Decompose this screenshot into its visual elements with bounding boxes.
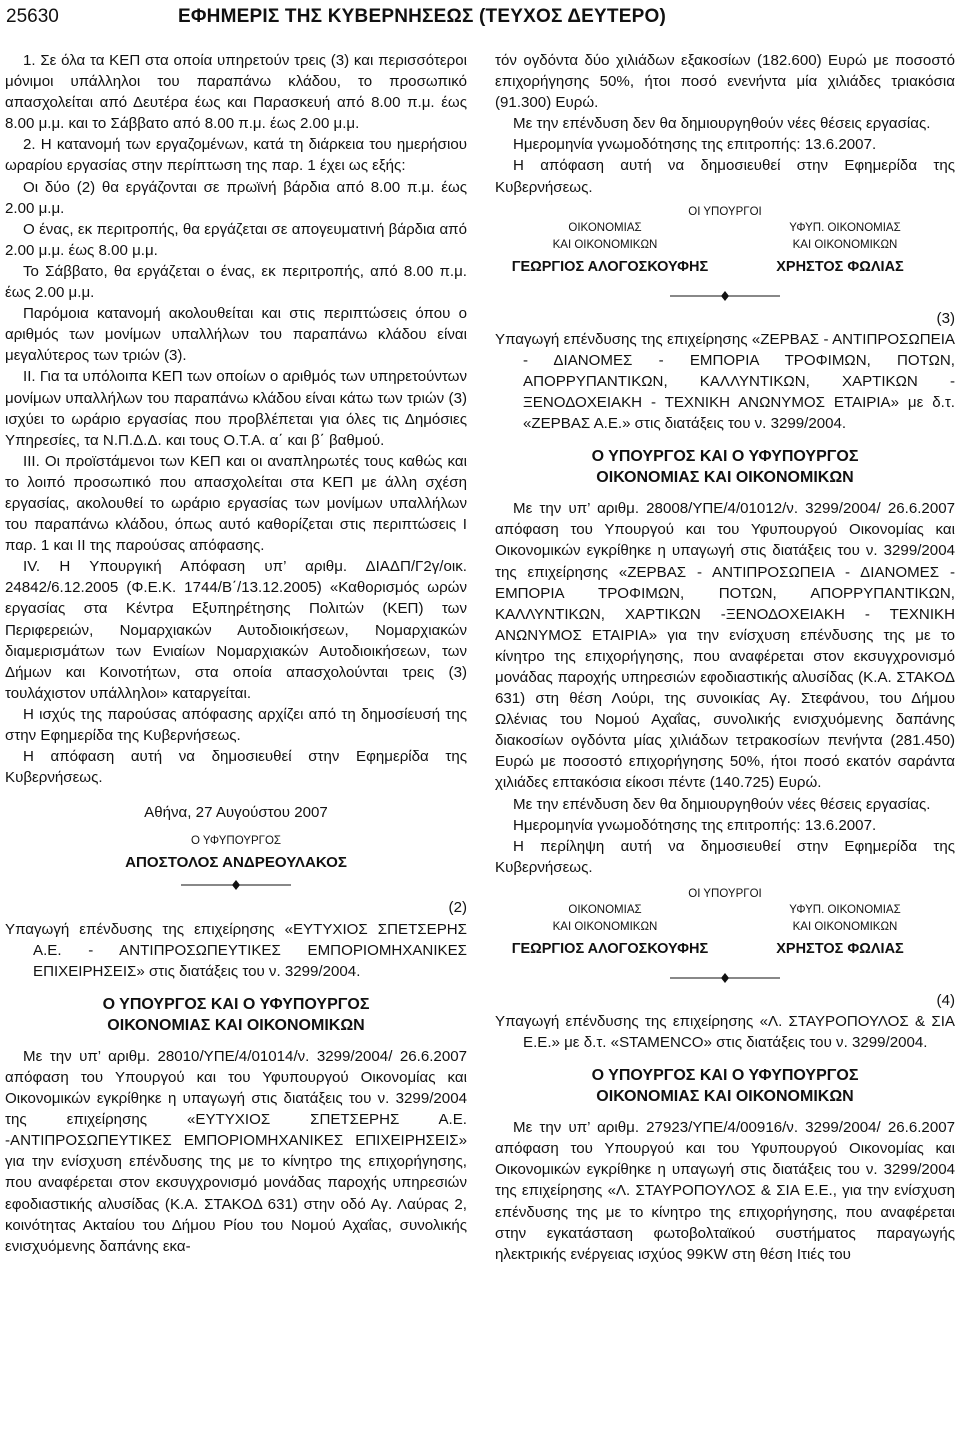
signatories-heading: ΟΙ ΥΠΟΥΡΓΟΙ xyxy=(688,205,762,218)
role-line: ΟΙΚΟΝΟΜΙΑΣ xyxy=(568,903,642,916)
role-line: ΚΑΙ ΟΙΚΟΝΟΜΙΚΩΝ xyxy=(552,238,658,251)
section-divider xyxy=(5,873,467,897)
page-number: 25630 xyxy=(6,6,59,27)
role-line: ΚΑΙ ΟΙΚΟΝΟΜΙΚΩΝ xyxy=(792,920,898,933)
role-line: ΚΑΙ ΟΙΚΟΝΟΜΙΚΩΝ xyxy=(792,238,898,251)
signatory-left-name: ΓΕΩΡΓΙΟΣ ΑΛΟΓΟΣΚΟΥΦΗΣ xyxy=(511,940,709,957)
signatory-name: ΑΠΟΣΤΟΛΟΣ ΑΝΔΡΕΟΥΛΑΚΟΣ xyxy=(125,854,347,872)
section-divider xyxy=(495,284,955,308)
decision-title: Υπαγωγή επένδυσης της επιχείρησης «ΖΕΡΒΑΣ - ΑΝΤΙΠΡΟΣΩΠΕΙΑ - ΔΙΑΝΟΜΕΣ - ΕΜΠΟΡΙΑ ΤΡΟΦΙΜΩΝ, ΠΟΤΩΝ, ΑΠΟΡΡΥΠΑΝΤΙΚΩΝ, ΚΑΛΛΥΝΤΙΚΩΝ, ΧΑΡΤΙΚΩΝ - ΞΕΝΟΔΟΧΕΙΑΚΗ - ΤΕΧΝΙΚΗ ΑΝΩΝΥΜΟΣ ΕΤΑΙΡΙΑ» με δ.τ. «ΖΕΡΒΑΣ Α.Ε.» στις διατάξεις του ν. 3299/2004. xyxy=(495,330,955,433)
decision-title: Υπαγωγή επένδυσης της επιχείρησης «ΕΥΤΥΧΙΟΣ ΣΠΕΤΣΕΡΗΣ Α.Ε. - ΑΝΤΙΠΡΟΣΩΠΕΥΤΙΚΕΣ ΕΜΠΟΡΙΟΜΗΧΑΝΙΚΕΣ ΕΠΙΧΕΙΡΗΣΕΙΣ» στις διατάξεις του ν. 3299/2004. xyxy=(5,920,467,980)
decision-body: Με την υπ’ αριθμ. 28010/ΥΠΕ/4/01014/ν. 3299/2004/ 26.6.2007 απόφαση του Υπουργού και του Υφυπουργού Οικονομίας και Οικονομικών εγκρίθηκε η υπαγωγή στις διατάξεις του ν. 3299/2004 της επιχείρησης «ΕΥΤΥΧΙΟΣ ΣΠΕΤΣΕΡΗΣ Α.Ε. -ΑΝΤΙΠΡΟΣΩΠΕΥΤΙΚΕΣ ΕΜΠΟΡΙΟΜΗΧΑΝΙΚΕΣ ΕΠΙΧΕΙΡΗΣΕΙΣ» για την ενίσχυση επένδυσης της με το κίνητρο της επιχορήγησης, που αναφέρεται στον εκσυγχρονισμό μονάδας παροχής υπηρεσιών εφοδιαστικής αλυσίδας (Κ.Α. ΣΤΑΚΟΔ 631) στην οδό Αγ. Λαύρας 2, κοινότητας Ακταίου του Δήμου Ρίου του Νομού Αχαΐας, συνολικής ενισχυόμενης δαπάνης εκα- xyxy=(5,1047,467,1255)
place-date: Αθήνα, 27 Αυγούστου 2007 xyxy=(144,804,328,822)
authority-heading: ΟΙΚΟΝΟΜΙΑΣ ΚΑΙ ΟΙΚΟΝΟΜΙΚΩΝ xyxy=(596,1088,854,1106)
authority-heading: Ο ΥΠΟΥΡΓΟΣ ΚΑΙ Ο ΥΦΥΠΟΥΡΓΟΣ xyxy=(591,1067,859,1085)
authority-heading: ΟΙΚΟΝΟΜΙΑΣ ΚΑΙ ΟΙΚΟΝΟΜΙΚΩΝ xyxy=(596,469,854,487)
paragraph: Οι δύο (2) θα εργάζονται σε πρωϊνή βάρδια από 8.00 π.μ. έως 2.00 μ.μ. xyxy=(5,178,467,217)
authority-heading: Ο ΥΠΟΥΡΓΟΣ ΚΑΙ Ο ΥΦΥΠΟΥΡΓΟΣ xyxy=(591,448,859,466)
paragraph: Ο ένας, εκ περιτροπής, θα εργάζεται σε απογευματινή βάρδια από 2.00 μ.μ. έως 8.00 μ.μ. xyxy=(5,220,467,259)
decision-number: (2) xyxy=(448,899,467,917)
signatory-role: Ο ΥΦΥΠΟΥΡΓΟΣ xyxy=(190,835,282,848)
divider-ornament-icon xyxy=(181,879,291,891)
decision-body: Με την υπ’ αριθμ. 27923/ΥΠΕ/4/00916/ν. 3299/2004/ 26.6.2007 απόφαση του Υπουργού και του Υφυπουργού Οικονομίας και Οικονομικών εγκρίθηκε η υπαγωγή στις διατάξεις του ν. 3299/2004 της επιχείρησης «Λ. ΣΤΑΥΡΟΠΟΥΛΟΣ & ΣΙΑ Ε.Ε., για την ενίσχυση επένδυσης της με το κίνητρο της επιχορήγησης, που αναφέρεται στην εγκατάσταση φωτοβολταϊκού συστήματος παραγωγής ηλεκτρικής ενέργειας ισχύος 99KW στη θέση Ιτιές του xyxy=(495,1119,955,1263)
paragraph: Με την επένδυση δεν θα δημιουργηθούν νέες θέσεις εργασίας. xyxy=(513,115,931,133)
paragraph: Η περίληψη αυτή να δημοσιευθεί στην Εφημερίδα της Κυβερνήσεως. xyxy=(495,837,955,876)
paragraph: Παρόμοια κατανομή ακολουθείται και στις περιπτώσεις όπου ο αριθμός των μονίμων υπαλλήλων του παραπάνω κλάδου είναι μεγαλύτερος των τριών (3). xyxy=(5,305,467,365)
right-column xyxy=(495,50,955,1265)
paragraph: 1. Σε όλα τα ΚΕΠ στα οποία υπηρετούν τρεις (3) και περισσότεροι μόνιμοι υπάλληλοι του παραπάνω κλάδου, το προσωπικό απασχολείται από Δευτέρα έως και Παρασκευή από 8.00 π.μ. έως 8.00 μ.μ. και το Σάββατο από 8.00 π.μ. έως 2.00 μ.μ. xyxy=(5,52,467,133)
signature-block xyxy=(495,202,955,284)
paragraph: Το Σάββατο, θα εργάζεται ο ένας, εκ περιτροπής, από 8.00 π.μ. έως 2.00 μ.μ. xyxy=(5,262,467,302)
signatory-left-role xyxy=(495,902,715,936)
role-line: ΥΦΥΠ. ΟΙΚΟΝΟΜΙΑΣ xyxy=(789,903,901,916)
signature-block xyxy=(495,884,955,966)
role-line: ΥΦΥΠ. ΟΙΚΟΝΟΜΙΑΣ xyxy=(789,221,901,234)
section-divider xyxy=(495,966,955,990)
signatory-right-name: ΧΡΗΣΤΟΣ ΦΩΛΙΑΣ xyxy=(776,258,904,275)
divider-ornament-icon xyxy=(670,290,780,302)
paragraph: IV. Η Υπουργική Απόφαση υπ’ αριθμ. ΔΙΑΔΠ/Γ2γ/οικ. 24842/6.12.2005 (Φ.Ε.Κ. 1744/Β΄/13.12.2005) «Καθορισμός ωρών εργασίας στα Κέντρα Εξυπηρέτησης Πολιτών (ΚΕΠ) των Περιφερειών, Νομαρχιακών Αυτοδιοικήσεων, Νομαρχιακών διαμερισμάτων των Ενιαίων Νομαρχιακών Αυτοδιοικήσεων, των Δήμων και Κοινοτήτων, στα οποία απασχολούνται τρεις (3) τουλάχιστον υπάλληλοι» καταργείται. xyxy=(5,558,467,702)
signatory-right-name: ΧΡΗΣΤΟΣ ΦΩΛΙΑΣ xyxy=(776,940,904,957)
signatory-left-role xyxy=(495,220,715,254)
paragraph: 2. Η κατανομή των εργαζομένων, κατά τη διάρκεια του ημερήσιου ωραρίου εργασίας στην περίπτωση της παρ. 1 έχει ως εξής: xyxy=(5,136,467,175)
gazette-title: ΕΦΗΜΕΡΙΣ ΤΗΣ ΚΥΒΕΡΝΗΣΕΩΣ (ΤΕΥΧΟΣ ΔΕΥΤΕΡΟ) xyxy=(178,6,666,27)
decision-title: Υπαγωγή επένδυσης της επιχείρησης «Λ. ΣΤΑΥΡΟΠΟΥΛΟΣ & ΣΙΑ Ε.Ε.» με δ.τ. «STAMENCO» στις διατάξεις του ν. 3299/2004. xyxy=(495,1013,955,1052)
paragraph: Με την επένδυση δεν θα δημιουργηθούν νέες θέσεις εργασίας. xyxy=(513,795,931,813)
signatories-heading: ΟΙ ΥΠΟΥΡΓΟΙ xyxy=(688,887,762,900)
paragraph: Ημερομηνία γνωμοδότησης της επιτροπής: 13.6.2007. xyxy=(513,816,877,834)
paragraph: Η ισχύς της παρούσας απόφασης αρχίζει από τη δημοσίευσή της στην Εφημερίδα της Κυβερνήσεως. xyxy=(5,705,467,744)
divider-ornament-icon xyxy=(670,972,780,984)
paragraph: ΙΙ. Για τα υπόλοιπα ΚΕΠ των οποίων ο αριθμός των υπηρετούντων μονίμων υπαλλήλων του παραπάνω κλάδου είναι κάτω των τριών (3) ισχύει το ωράριο εργασίας που προβλέπεται για όλες τις Δημόσιες Υπηρεσίες, τα Ν.Π.Δ.Δ. και τους Ο.Τ.Α. α΄ και β΄ βαθμού. xyxy=(5,368,467,449)
decision-number: (4) xyxy=(936,991,955,1009)
paragraph: τόν ογδόντα δύο χιλιάδων εξακοσίων (182.600) Ευρώ με ποσοστό επιχορήγησης 50%, ήτοι ποσό ενενήντα μία χιλιάδες τριακόσια (91.300) Ευρώ. xyxy=(495,52,955,112)
paragraph: Η απόφαση αυτή να δημοσιευθεί στην Εφημερίδα της Κυβερνήσεως. xyxy=(5,748,467,787)
authority-heading: Ο ΥΠΟΥΡΓΟΣ ΚΑΙ Ο ΥΦΥΠΟΥΡΓΟΣ xyxy=(102,995,370,1013)
left-column xyxy=(5,50,467,1257)
paragraph: Η απόφαση αυτή να δημοσιευθεί στην Εφημερίδα της Κυβερνήσεως. xyxy=(495,157,955,196)
decision-number: (3) xyxy=(936,309,955,327)
page-header xyxy=(0,0,960,34)
paragraph: Ημερομηνία γνωμοδότησης της επιτροπής: 13.6.2007. xyxy=(513,136,877,154)
signatory-left-name: ΓΕΩΡΓΙΟΣ ΑΛΟΓΟΣΚΟΥΦΗΣ xyxy=(511,258,709,275)
decision-body: Με την υπ’ αριθμ. 28008/ΥΠΕ/4/01012/ν. 3299/2004/ 26.6.2007 απόφαση του Υπουργού και του Υφυπουργού Οικονομίας και Οικονομικών εγκρίθηκε η υπαγωγή στις διατάξεις του ν. 3299/2004 της επιχείρησης «ΖΕΡΒΑΣ - ΑΝΤΙΠΡΟΣΩΠΕΙΑ - ΔΙΑΝΟΜΕΣ - ΕΜΠΟΡΙΑ ΤΡΟΦΙΜΩΝ, ΠΟΤΩΝ, ΑΠΟΡΡΥΠΑΝΤΙΚΩΝ, ΚΑΛΛΥΝΤΙΚΩΝ, ΧΑΡΤΙΚΩΝ -ΞΕΝΟΔΟΧΕΙΑΚΗ - ΤΕΧΝΙΚΗ ΑΝΩΝΥΜΟΣ ΕΤΑΙΡΙΑ» για την ενίσχυση επένδυσης της με το κίνητρο της επιχορήγησης, που αναφέρεται στον εκσυγχρονισμό μονάδας παροχής υπηρεσιών εφοδιαστικής αλυσίδας (Κ.Α. ΣΤΑΚΟΔ 631) στη θέση Λούρι, της συνοικίας Αγ. Στεφάνου, του Δήμου Ωλένιας του Νομού Αχαΐας, συνολικής ενισχυόμενης δαπάνης διακοσίων ογδόντα μίας χιλιάδων τετρακοσίων πενήντα (281.450) Ευρώ με ποσοστό επιχορήγησης 50%, ήτοι ποσό εκατόν σαράντα χιλιάδες επτακόσια είκοσι πέντε (140.725) Ευρώ. xyxy=(495,500,955,792)
role-line: ΟΙΚΟΝΟΜΙΑΣ xyxy=(568,221,642,234)
authority-heading: ΟΙΚΟΝΟΜΙΑΣ ΚΑΙ ΟΙΚΟΝΟΜΙΚΩΝ xyxy=(107,1016,365,1034)
paragraph: ΙΙΙ. Οι προϊστάμενοι των ΚΕΠ και οι αναπληρωτές τους καθώς και το λοιπό προσωπικό που απασχολείται στα ΚΕΠ με άλλη σχέση εργασίας, ακολουθεί το ωράριο εργασίας των μονίμων υπαλλήλων του παραπάνω κλάδου, όπως αυτό καθορίζεται στις περιπτώσεις Ι παρ. 1 και ΙΙ της παρούσας απόφασης. xyxy=(5,452,467,555)
role-line: ΚΑΙ ΟΙΚΟΝΟΜΙΚΩΝ xyxy=(552,920,658,933)
signatory-right-role xyxy=(735,902,955,936)
signatory-right-role xyxy=(735,220,955,254)
